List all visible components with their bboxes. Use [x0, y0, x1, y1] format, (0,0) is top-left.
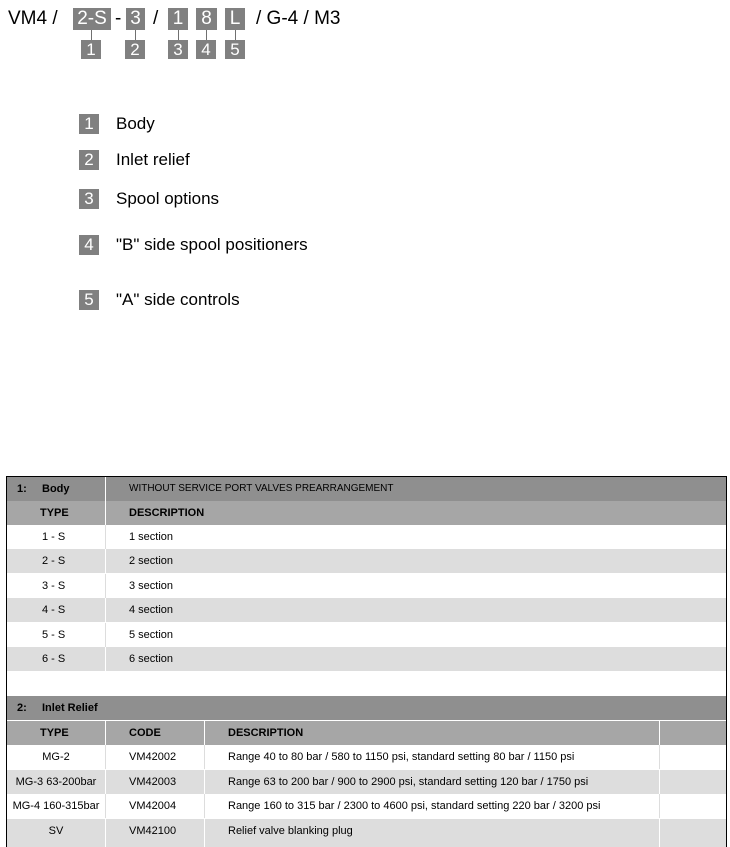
legend-label: Spool options — [116, 189, 220, 208]
section-header-body — [7, 477, 726, 501]
col-header-code: CODE — [129, 727, 161, 739]
table-spacer — [7, 671, 726, 696]
legend-number: 1 — [79, 114, 99, 134]
code-segment-positioner: 8 — [196, 8, 217, 30]
connector-line — [135, 30, 136, 40]
column-divider — [105, 574, 106, 598]
legend-label: Body — [116, 114, 155, 133]
column-divider — [659, 794, 660, 818]
code-marker-4: 4 — [196, 40, 216, 59]
cell-description: Range 160 to 315 bar / 2300 to 4600 psi, standard setting 220 bar / 3200 psi — [228, 800, 601, 812]
code-segment-spool: 1 — [168, 8, 188, 30]
connector-line — [178, 30, 179, 40]
legend-label: Inlet relief — [116, 150, 190, 169]
legend-number: 4 — [79, 235, 99, 255]
code-marker-1: 1 — [81, 40, 101, 59]
section-header-inlet-relief — [7, 696, 726, 720]
cell-description: 6 section — [129, 653, 174, 665]
cell-code: VM42100 — [129, 825, 177, 837]
column-divider — [659, 745, 660, 769]
cell-code: VM42004 — [129, 800, 177, 812]
section-title: Body — [42, 483, 70, 495]
column-divider — [105, 770, 106, 794]
section-number: 1: — [17, 483, 27, 495]
column-divider — [105, 794, 106, 818]
cell-type: 1 - S — [42, 531, 66, 543]
code-slash: / — [153, 8, 159, 29]
connector-line — [235, 30, 236, 40]
column-divider — [105, 819, 106, 847]
cell-type: 3 - S — [42, 580, 66, 592]
table-row — [7, 549, 726, 573]
cell-description: 3 section — [129, 580, 174, 592]
col-header-description: DESCRIPTION — [228, 727, 304, 739]
cell-type: 5 - S — [42, 629, 66, 641]
cell-type: 4 - S — [42, 604, 66, 616]
column-divider — [204, 794, 205, 818]
code-segment-controls: L — [225, 8, 245, 30]
cell-description: 5 section — [129, 629, 174, 641]
table-row — [7, 794, 726, 818]
code-marker-5: 5 — [225, 40, 245, 59]
section-note: WITHOUT SERVICE PORT VALVES PREARRANGEMENT — [129, 483, 394, 494]
code-segment-body: 2-S — [73, 8, 111, 30]
cell-type: MG-2 — [42, 751, 70, 763]
col-header-type: TYPE — [40, 507, 69, 519]
cell-type: SV — [48, 825, 64, 837]
options-table — [6, 476, 727, 847]
column-divider — [659, 819, 660, 847]
legend-number: 3 — [79, 189, 99, 209]
column-divider — [105, 525, 106, 549]
column-divider — [105, 647, 106, 671]
table-row — [7, 819, 726, 847]
section-title: Inlet Relief — [42, 702, 98, 714]
legend-label: "B" side spool positioners — [116, 235, 308, 254]
column-divider — [105, 598, 106, 622]
cell-description: Range 40 to 80 bar / 580 to 1150 psi, standard setting 80 bar / 1150 psi — [228, 751, 575, 763]
code-marker-3: 3 — [168, 40, 188, 59]
column-divider — [105, 721, 106, 745]
cell-description: 1 section — [129, 531, 174, 543]
table-row — [7, 598, 726, 622]
column-divider — [105, 549, 106, 573]
cell-description: 4 section — [129, 604, 174, 616]
legend-number: 5 — [79, 290, 99, 310]
table-row — [7, 574, 726, 598]
code-dash: - — [115, 8, 122, 29]
table-row — [7, 770, 726, 794]
column-divider — [659, 770, 660, 794]
column-divider — [659, 721, 660, 745]
ordering-code — [0, 0, 730, 70]
table-row — [7, 647, 726, 671]
cell-code: VM42002 — [129, 751, 177, 763]
section-number: 2: — [17, 702, 27, 714]
column-divider — [105, 623, 106, 647]
column-header-row — [7, 721, 726, 745]
code-segment-relief: 3 — [126, 8, 145, 30]
legend-label: "A" side controls — [116, 290, 240, 309]
column-divider — [105, 477, 106, 501]
column-divider — [204, 819, 205, 847]
table-row — [7, 745, 726, 769]
cell-type: 6 - S — [42, 653, 66, 665]
column-divider — [105, 501, 106, 525]
cell-type: MG-4 160-315bar — [12, 800, 100, 812]
column-divider — [204, 721, 205, 745]
cell-type: MG-3 63-200bar — [15, 776, 97, 788]
cell-type: 2 - S — [42, 555, 66, 567]
cell-description: 2 section — [129, 555, 174, 567]
col-header-type: TYPE — [40, 727, 69, 739]
connector-line — [91, 30, 92, 40]
column-divider — [204, 745, 205, 769]
cell-description: Relief valve blanking plug — [228, 825, 353, 837]
code-prefix: VM4 / — [8, 8, 58, 29]
legend-number: 2 — [79, 150, 99, 170]
column-divider — [105, 745, 106, 769]
cell-description: Range 63 to 200 bar / 900 to 2900 psi, standard setting 120 bar / 1750 psi — [228, 776, 589, 788]
table-row — [7, 525, 726, 549]
code-suffix: / G-4 / M3 — [256, 8, 341, 29]
column-divider — [204, 770, 205, 794]
code-marker-2: 2 — [125, 40, 145, 59]
col-header-description: DESCRIPTION — [129, 507, 205, 519]
column-header-row — [7, 501, 726, 525]
cell-code: VM42003 — [129, 776, 177, 788]
connector-line — [206, 30, 207, 40]
table-row — [7, 623, 726, 647]
